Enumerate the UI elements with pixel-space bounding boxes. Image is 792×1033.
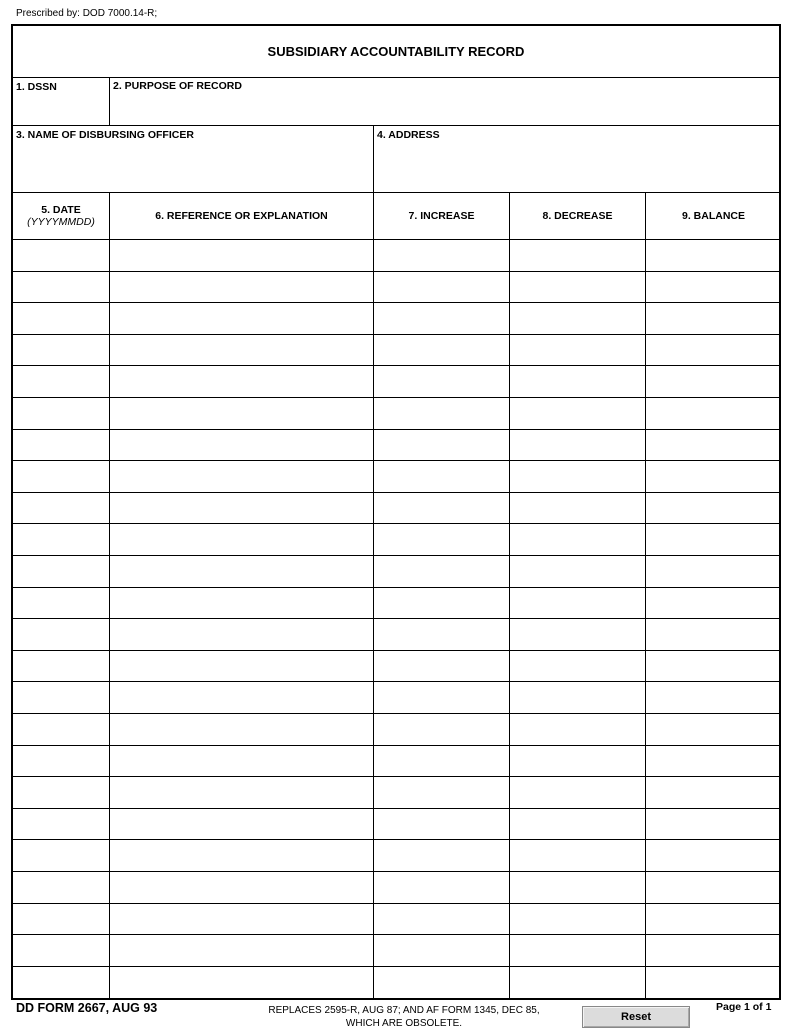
date-cell-input[interactable] xyxy=(13,905,109,934)
table-row xyxy=(13,839,779,871)
balance-cell-input[interactable] xyxy=(646,273,781,302)
reference-cell-input[interactable] xyxy=(110,399,373,428)
reference-cell-input[interactable] xyxy=(110,715,373,744)
decrease-cell-input[interactable] xyxy=(510,525,645,554)
date-cell-input[interactable] xyxy=(13,336,109,365)
increase-cell-input[interactable] xyxy=(374,240,509,270)
date-cell-input[interactable] xyxy=(13,304,109,333)
date-cell-input[interactable] xyxy=(13,747,109,776)
balance-cell-input[interactable] xyxy=(646,525,781,554)
balance-cell-input[interactable] xyxy=(646,778,781,807)
table-row xyxy=(13,460,779,492)
reference-cell-input[interactable] xyxy=(110,304,373,333)
date-cell-input[interactable] xyxy=(13,525,109,554)
increase-cell-input[interactable] xyxy=(374,652,509,681)
increase-cell-input[interactable] xyxy=(374,683,509,712)
balance-cell-input[interactable] xyxy=(646,905,781,934)
decrease-cell-input[interactable] xyxy=(510,462,645,491)
decrease-cell-input[interactable] xyxy=(510,557,645,586)
decrease-cell-input[interactable] xyxy=(510,494,645,523)
decrease-cell-input[interactable] xyxy=(510,715,645,744)
date-cell-input[interactable] xyxy=(13,367,109,396)
increase-cell-input[interactable] xyxy=(374,494,509,523)
table-row xyxy=(13,302,779,334)
reference-cell-input[interactable] xyxy=(110,968,373,997)
officer-label: 3. NAME OF DISBURSING OFFICER xyxy=(16,129,194,141)
decrease-cell-input[interactable] xyxy=(510,273,645,302)
increase-cell-input[interactable] xyxy=(374,747,509,776)
table-row xyxy=(13,492,779,524)
replaces-line-2: WHICH ARE OBSOLETE. xyxy=(345,1018,463,1029)
reference-cell-input[interactable] xyxy=(110,652,373,681)
decrease-cell-input[interactable] xyxy=(510,367,645,396)
increase-cell-input[interactable] xyxy=(374,841,509,870)
table-row xyxy=(13,334,779,366)
decrease-cell-input[interactable] xyxy=(510,304,645,333)
date-header xyxy=(13,193,109,239)
dssn-cell xyxy=(13,77,109,125)
reference-cell-input[interactable] xyxy=(110,683,373,712)
decrease-cell-input[interactable] xyxy=(510,905,645,934)
increase-cell-input[interactable] xyxy=(374,905,509,934)
address-field[interactable] xyxy=(374,146,781,190)
balance-cell-input[interactable] xyxy=(646,557,781,586)
date-cell-input[interactable] xyxy=(13,240,109,270)
increase-cell-input[interactable] xyxy=(374,589,509,618)
date-cell-input[interactable] xyxy=(13,494,109,523)
balance-header: 9. BALANCE xyxy=(681,210,745,222)
decrease-cell-input[interactable] xyxy=(510,431,645,460)
balance-cell-input[interactable] xyxy=(646,494,781,523)
reference-cell-input[interactable] xyxy=(110,336,373,365)
decrease-cell-input[interactable] xyxy=(510,810,645,839)
officer-field[interactable] xyxy=(13,146,373,190)
increase-cell-input[interactable] xyxy=(374,620,509,649)
table-row xyxy=(13,966,779,998)
accountability-form xyxy=(11,24,781,1000)
decrease-cell-input[interactable] xyxy=(510,240,645,270)
reference-cell-input[interactable] xyxy=(110,841,373,870)
date-cell-input[interactable] xyxy=(13,557,109,586)
date-cell-input[interactable] xyxy=(13,431,109,460)
increase-cell-input[interactable] xyxy=(374,431,509,460)
decrease-header: 8. DECREASE xyxy=(542,210,613,222)
balance-cell-input[interactable] xyxy=(646,399,781,428)
reference-cell-input[interactable] xyxy=(110,778,373,807)
reference-cell-input[interactable] xyxy=(110,462,373,491)
purpose-cell xyxy=(110,77,781,125)
increase-cell-input[interactable] xyxy=(374,873,509,902)
decrease-cell-input[interactable] xyxy=(510,683,645,712)
decrease-cell-input[interactable] xyxy=(510,336,645,365)
dssn-label: 1. DSSN xyxy=(16,81,57,93)
table-row xyxy=(13,871,779,903)
address-label: 4. ADDRESS xyxy=(377,129,440,141)
increase-cell-input[interactable] xyxy=(374,367,509,396)
increase-cell-input[interactable] xyxy=(374,399,509,428)
date-cell-input[interactable] xyxy=(13,778,109,807)
balance-cell-input[interactable] xyxy=(646,304,781,333)
dssn-field[interactable] xyxy=(13,97,109,123)
balance-cell-input[interactable] xyxy=(646,620,781,649)
table-row xyxy=(13,681,779,713)
reference-cell-input[interactable] xyxy=(110,431,373,460)
increase-header: 7. INCREASE xyxy=(408,210,475,222)
reference-cell-input[interactable] xyxy=(110,620,373,649)
reference-cell-input[interactable] xyxy=(110,936,373,965)
purpose-field[interactable] xyxy=(110,95,781,123)
table-row xyxy=(13,745,779,777)
balance-cell-input[interactable] xyxy=(646,810,781,839)
date-cell-input[interactable] xyxy=(13,715,109,744)
date-cell-input[interactable] xyxy=(13,841,109,870)
increase-cell-input[interactable] xyxy=(374,557,509,586)
decrease-cell-input[interactable] xyxy=(510,399,645,428)
table-row xyxy=(13,587,779,619)
date-cell-input[interactable] xyxy=(13,652,109,681)
balance-cell-input[interactable] xyxy=(646,431,781,460)
reference-cell-input[interactable] xyxy=(110,494,373,523)
decrease-cell-input[interactable] xyxy=(510,747,645,776)
date-cell-input[interactable] xyxy=(13,620,109,649)
date-cell-input[interactable] xyxy=(13,936,109,965)
decrease-cell-input[interactable] xyxy=(510,873,645,902)
increase-cell-input[interactable] xyxy=(374,462,509,491)
increase-cell-input[interactable] xyxy=(374,715,509,744)
increase-cell-input[interactable] xyxy=(374,968,509,997)
reference-cell-input[interactable] xyxy=(110,525,373,554)
table-row xyxy=(13,618,779,650)
reference-cell-input[interactable] xyxy=(110,367,373,396)
balance-cell-input[interactable] xyxy=(646,336,781,365)
form-number: DD FORM 2667, AUG 93 xyxy=(16,1001,158,1015)
increase-cell-input[interactable] xyxy=(374,525,509,554)
balance-cell-input[interactable] xyxy=(646,683,781,712)
balance-cell-input[interactable] xyxy=(646,367,781,396)
reference-cell-input[interactable] xyxy=(110,747,373,776)
reference-cell-input[interactable] xyxy=(110,589,373,618)
increase-cell-input[interactable] xyxy=(374,810,509,839)
date-header-label: 5. DATE xyxy=(41,204,81,216)
reference-cell-input[interactable] xyxy=(110,810,373,839)
date-cell-input[interactable] xyxy=(13,810,109,839)
increase-cell-input[interactable] xyxy=(374,936,509,965)
date-cell-input[interactable] xyxy=(13,462,109,491)
reference-cell-input[interactable] xyxy=(110,240,373,270)
table-row xyxy=(13,713,779,745)
table-row xyxy=(13,776,779,808)
address-cell xyxy=(374,126,781,192)
table-row xyxy=(13,239,779,271)
officer-cell xyxy=(13,126,373,192)
decrease-cell-input[interactable] xyxy=(510,589,645,618)
table-row xyxy=(13,650,779,682)
date-format-hint: (YYYYMMDD) xyxy=(27,216,95,228)
table-row xyxy=(13,397,779,429)
decrease-cell-input[interactable] xyxy=(510,652,645,681)
balance-cell-input[interactable] xyxy=(646,936,781,965)
date-cell-input[interactable] xyxy=(13,683,109,712)
decrease-cell-input[interactable] xyxy=(510,620,645,649)
reset-button[interactable]: Reset xyxy=(582,1006,690,1028)
increase-cell-input[interactable] xyxy=(374,778,509,807)
decrease-cell-input[interactable] xyxy=(510,778,645,807)
date-cell-input[interactable] xyxy=(13,273,109,302)
table-row xyxy=(13,523,779,555)
reference-cell-input[interactable] xyxy=(110,273,373,302)
balance-cell-input[interactable] xyxy=(646,747,781,776)
date-cell-input[interactable] xyxy=(13,589,109,618)
replaces-line-1: REPLACES 2595-R, AUG 87; AND AF FORM 1345, DEC 85, xyxy=(268,1005,540,1016)
table-row xyxy=(13,934,779,966)
purpose-label: 2. PURPOSE OF RECORD xyxy=(113,80,242,92)
balance-cell-input[interactable] xyxy=(646,715,781,744)
table-row xyxy=(13,555,779,587)
reference-cell-input[interactable] xyxy=(110,873,373,902)
decrease-cell-input[interactable] xyxy=(510,968,645,997)
decrease-cell-input[interactable] xyxy=(510,841,645,870)
balance-cell-input[interactable] xyxy=(646,589,781,618)
date-cell-input[interactable] xyxy=(13,873,109,902)
table-row xyxy=(13,903,779,935)
increase-cell-input[interactable] xyxy=(374,336,509,365)
balance-cell-input[interactable] xyxy=(646,968,781,997)
table-row xyxy=(13,808,779,840)
balance-cell-input[interactable] xyxy=(646,652,781,681)
increase-cell-input[interactable] xyxy=(374,273,509,302)
balance-cell-input[interactable] xyxy=(646,240,781,270)
entries-table xyxy=(13,239,779,998)
reference-cell-input[interactable] xyxy=(110,905,373,934)
increase-cell-input[interactable] xyxy=(374,304,509,333)
date-cell-input[interactable] xyxy=(13,968,109,997)
date-cell-input[interactable] xyxy=(13,399,109,428)
form-title: SUBSIDIARY ACCOUNTABILITY RECORD xyxy=(13,26,779,78)
reference-header: 6. REFERENCE OR EXPLANATION xyxy=(155,210,328,222)
balance-cell-input[interactable] xyxy=(646,462,781,491)
table-row xyxy=(13,271,779,303)
prescribed-by: Prescribed by: DOD 7000.14-R; xyxy=(16,8,158,19)
balance-cell-input[interactable] xyxy=(646,841,781,870)
balance-cell-input[interactable] xyxy=(646,873,781,902)
replaces-note xyxy=(252,1004,556,1030)
decrease-cell-input[interactable] xyxy=(510,936,645,965)
reference-cell-input[interactable] xyxy=(110,557,373,586)
table-row xyxy=(13,365,779,397)
page-indicator: Page 1 of 1 xyxy=(716,1001,772,1013)
table-row xyxy=(13,429,779,461)
